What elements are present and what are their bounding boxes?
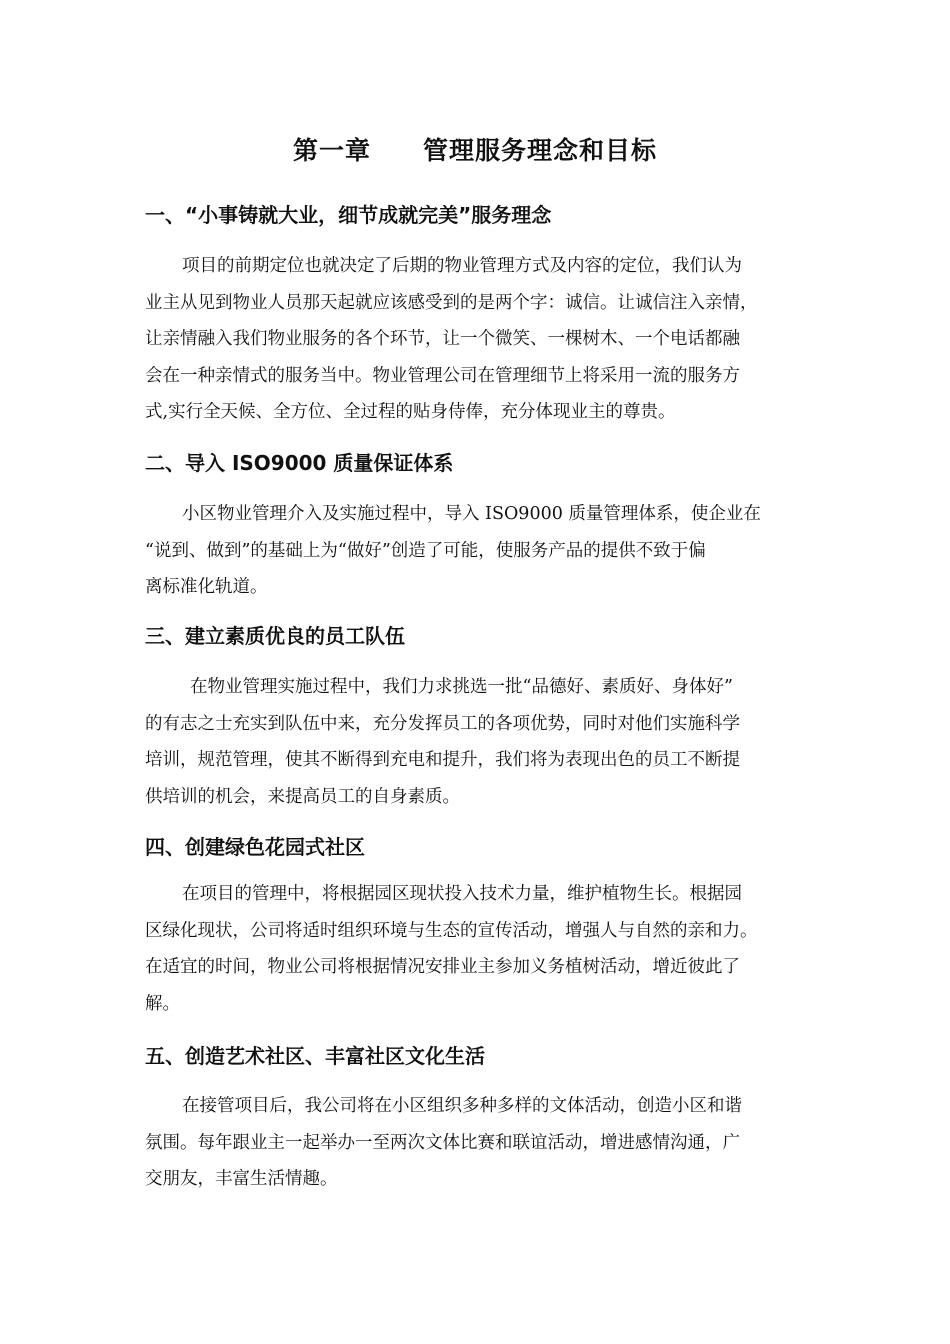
paragraph-line: 区绿化现状，公司将适时组织环境与生态的宣传活动，增强人与自然的亲和力。 [145, 920, 758, 941]
chapter-name: 管理服务理念和目标 [423, 136, 658, 165]
paragraph-line: 在物业管理实施过程中，我们力求挑选一批“品德好、素质好、身体好” [190, 677, 733, 697]
chapter-title [0, 131, 950, 171]
paragraph-line: 让亲情融入我们物业服务的各个环节，让一个微笑、一棵树木、一个电话都融 [145, 329, 740, 349]
section-paragraph-1 [145, 248, 810, 431]
chapter-number: 第一章 [292, 136, 371, 165]
paragraph-line: “说到、做到”的基础上为“做好”创造了可能，使服务产品的提供不致于偏 [145, 540, 706, 561]
paragraph-line: 解。 [145, 993, 180, 1014]
paragraph-line: 在接管项目后，我公司将在小区组织多种多样的文体活动，创造小区和谐 [182, 1096, 742, 1116]
paragraph-line: 在项目的管理中，将根据园区现状投入技术力量，维护植物生长。根据园 [182, 884, 742, 904]
paragraph-line: 式,实行全天候、全方位、全过程的贴身侍俸，充分体现业主的尊贵。 [145, 402, 676, 422]
section-paragraph-3 [145, 669, 810, 815]
paragraph-line: 交朋友，丰富生活情趣。 [145, 1169, 338, 1189]
paragraph-line: 离标准化轨道。 [145, 577, 268, 597]
paragraph-line: 供培训的机会，来提高员工的自身素质。 [145, 786, 460, 807]
paragraph-line: 小区物业管理介入及实施过程中，导入 ISO9000 质量管理体系，使企业在 [182, 504, 761, 524]
paragraph-line: 会在一种亲情式的服务当中。物业管理公司在管理细节上将采用一流的服务方 [145, 365, 740, 386]
paragraph-line: 项目的前期定位也就决定了后期的物业管理方式及内容的定位，我们认为 [182, 256, 742, 276]
section-heading-3: 三、建立素质优良的员工队伍 [145, 624, 405, 648]
section-heading-5: 五、创造艺术社区、丰富社区文化生活 [145, 1044, 485, 1068]
paragraph-line: 氛围。每年跟业主一起举办一至两次文体比赛和联谊活动，增进感情沟通，广 [145, 1132, 740, 1153]
section-paragraph-5 [145, 1088, 810, 1198]
paragraph-line: 业主从见到物业人员那天起就应该感受到的是两个字：诚信。让诚信注入亲情， [145, 292, 758, 313]
section-heading-1: 一、“小事铸就大业，细节成就完美”服务理念 [145, 203, 552, 227]
section-paragraph-4 [145, 876, 810, 1022]
paragraph-line: 的有志之士充实到队伍中来，充分发挥员工的各项优势，同时对他们实施科学 [145, 713, 740, 734]
paragraph-line: 培训，规范管理，使其不断得到充电和提升，我们将为表现出色的员工不断提 [145, 750, 740, 770]
section-heading-4: 四、创建绿色花园式社区 [145, 835, 365, 859]
section-heading-2: 二、导入 ISO9000 质量保证体系 [145, 451, 454, 475]
paragraph-line: 在适宜的时间，物业公司将根据情况安排业主参加义务植树活动，增近彼此了 [145, 957, 740, 977]
section-paragraph-2 [145, 496, 810, 606]
